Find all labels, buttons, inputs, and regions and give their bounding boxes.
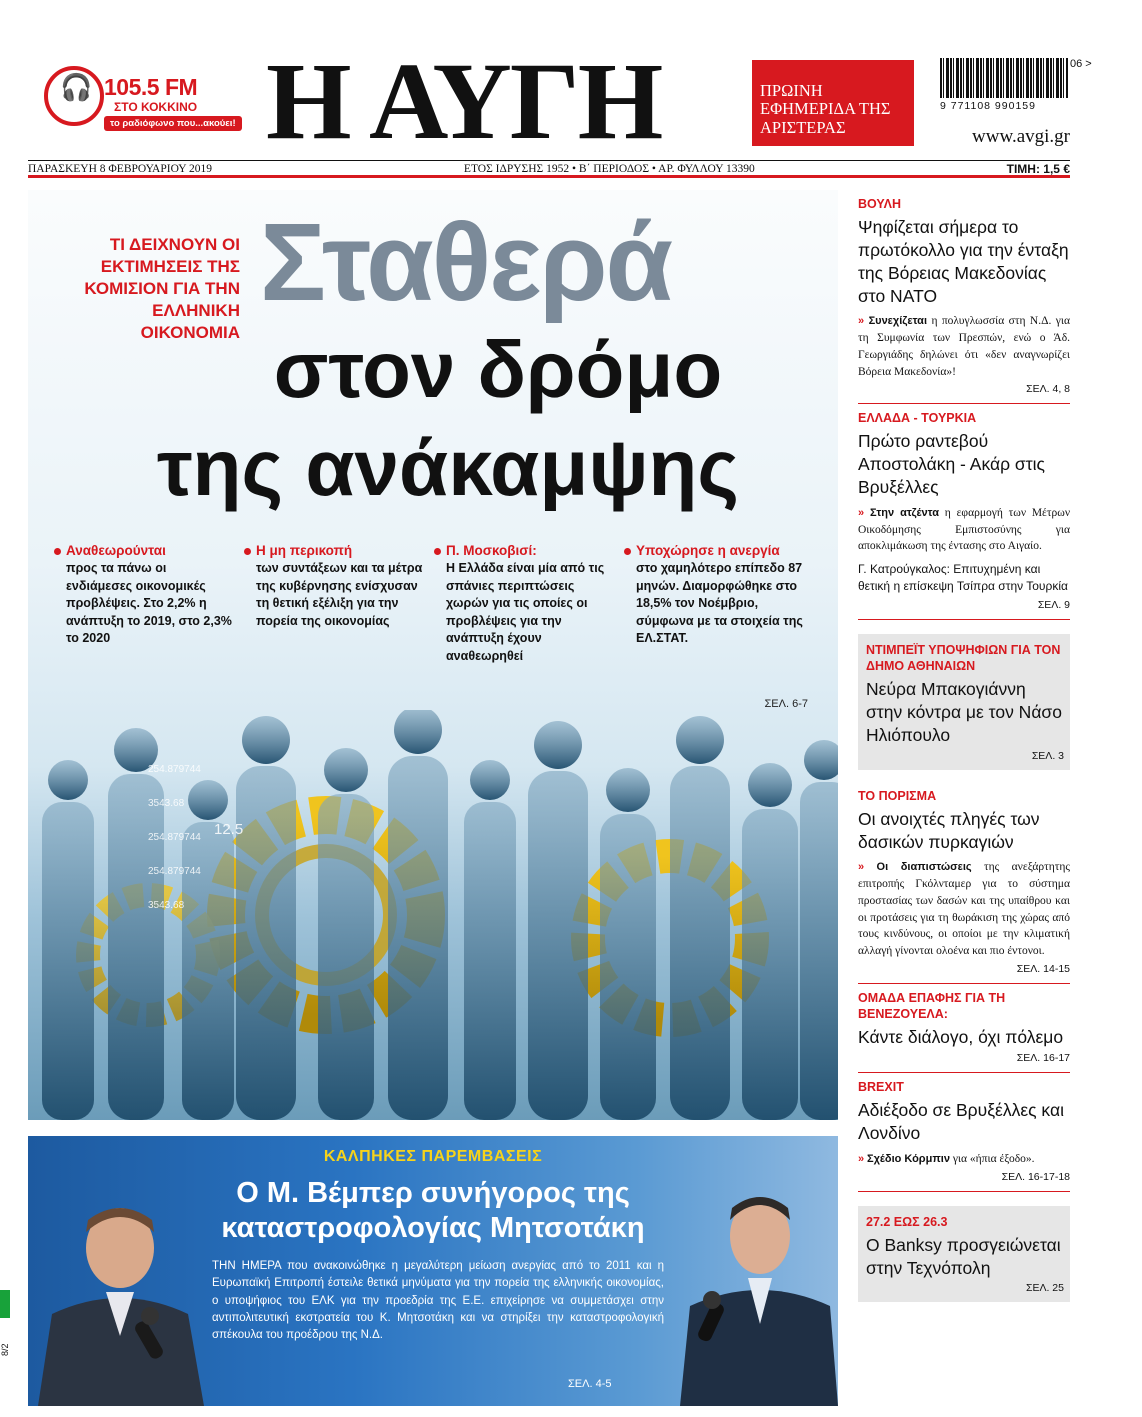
feature-bullet <box>432 542 622 665</box>
section-page-ref: ΣΕΛ. 9 <box>1037 598 1070 611</box>
section-label: BREXIT <box>858 1079 904 1094</box>
bullet-text: των συντάξεων και τα μέτρα της κυβέρνησης ενίσχυσαν τη θετική εξέλιξη για την πορεία της οικονομίας <box>256 561 423 628</box>
section-label: ΒΟΥΛΗ <box>858 197 901 211</box>
edge-color-mark <box>0 1290 10 1318</box>
website-link[interactable]: www.avgi.gr <box>972 126 1070 147</box>
image-number: 254.879744 <box>148 764 201 775</box>
section-page-ref: ΣΕΛ. 16-17 <box>1016 1051 1070 1064</box>
section-text <box>858 1151 1070 1168</box>
section-label: ΤΟ ΠΟΡΙΣΜΑ <box>858 788 937 803</box>
section-label: 27.2 ΕΩΣ 26.3 <box>866 1214 948 1229</box>
feature-bullet <box>242 542 432 665</box>
feature-side-tag: ΤΙ ΔΕΙΧΝΟΥΝ ΟΙ ΕΚΤΙΜΗΣΕΙΣ ΤΗΣ ΚΟΜΙΣΙΟΝ ΓΙΑ ΤΗΝ ΕΛΛΗΝΙΚΗ ΟΙΚΟΝΟΜΙΑ <box>84 235 240 343</box>
section-headline: Ο Banksy προσγειώνεται στην Τεχνόπολη <box>866 1234 1061 1278</box>
image-number: 254.879744 <box>148 832 201 843</box>
section-text <box>858 505 1070 555</box>
bullet-dot-icon <box>54 548 61 555</box>
bullet-head: Η μη περικοπή <box>256 543 353 558</box>
section-page-ref: ΣΕΛ. 3 <box>1031 749 1064 762</box>
section-lead: Οι διαπιστώσεις <box>876 861 972 874</box>
issue-date: ΠΑΡΑΣΚΕΥΗ 8 ΦΕΒΡΟΥΑΡΙΟΥ 2019 <box>28 163 213 175</box>
banner-text: ΤΗΝ ΗΜΕΡΑ που ανακοινώθηκε η μεγαλύτερη μείωση ανεργίας από το 2011 και η Ευρωπαϊκή Επιτροπή έστειλε θετικά μηνύματα για την πορεία της ελληνικής οικονομίας, ο υποψήφιος του ΕΛΚ για την προεδρία της Ε.Ε. επιχείρησε να συμμετάσχει στην αντιπολιτευτική εκστρατεία του Κ. Μητσοτάκη και να στηρίξει την καταστροφολογική σπέκουλα του προέδρου της Ν.Δ. <box>212 1260 664 1341</box>
section-page-ref: ΣΕΛ. 25 <box>1025 1282 1064 1295</box>
sidebar-item-banksy[interactable] <box>858 1206 1070 1303</box>
barcode-number: 9 771108 990159 <box>940 100 1036 112</box>
feature-bullets <box>52 542 832 665</box>
banner-kicker: ΚΑΛΠΗΚΕΣ ΠΑΡΕΜΒΑΣΕΙΣ <box>323 1148 543 1165</box>
issue-price: ΤΙΜΗ: 1,5 € <box>1006 162 1070 176</box>
bullet-dot-icon <box>624 548 631 555</box>
image-number: 3543.68 <box>148 900 185 911</box>
person-photo-right <box>668 1174 838 1406</box>
dateline <box>28 160 1070 178</box>
banner-page-ref: ΣΕΛ. 4-5 <box>568 1378 612 1390</box>
feature-page-ref: ΣΕΛ. 6-7 <box>764 698 808 710</box>
sidebar-item-greece-turkey[interactable] <box>858 404 1070 620</box>
barcode <box>940 58 1068 98</box>
section-label: ΝΤΙΜΠΕΪΤ ΥΠΟΨΗΦΙΩΝ ΓΙΑ ΤΟΝ ΔΗΜΟ ΑΘΗΝΑΙΩΝ <box>866 642 1061 674</box>
bullet-head: Π. Μοσκοβισί: <box>446 543 537 558</box>
bullet-text: στο χαμηλότερο επίπεδο 87 μηνών. Διαμορφώθηκε στο 18,5% τον Νοέμβριο, σύμφωνα με τα στοιχεία της ΕΛ.ΣΤΑΤ. <box>636 561 803 646</box>
sidebar-item-porisma[interactable] <box>858 782 1070 984</box>
double-chevron-icon: » <box>858 506 865 519</box>
section-label: ΟΜΑΔΑ ΕΠΑΦΗΣ ΓΙΑ ΤΗ ΒΕΝΕΖΟΥΕΛΑ: <box>858 990 1006 1021</box>
section-headline: Νεύρα Μπακογιάννη στην κόντρα με τον Νάσο Ηλιόπουλο <box>866 679 1062 745</box>
bullet-head: Αναθεωρούνται <box>66 543 166 558</box>
radio-logo[interactable] <box>44 60 236 132</box>
section-body: η πολυγλωσσία στη Ν.Δ. για τη Συμφωνία των Πρεσπών, ενώ ο Άδ. Γεωργιάδης δηλώνει ότι «δεν αναγνωρίζει Βόρεια Μακεδονία»! <box>858 315 1071 378</box>
politics-banner[interactable] <box>28 1136 838 1406</box>
news-sidebar <box>858 190 1070 1314</box>
feature-headline-line-1: Σταθερά <box>260 201 672 324</box>
bullet-dot-icon <box>244 548 251 555</box>
feature-bullet <box>52 542 242 665</box>
radio-frequency: 105.5 FM <box>104 74 198 100</box>
sidebar-item-brexit[interactable] <box>858 1073 1070 1192</box>
main-feature[interactable] <box>28 190 838 1120</box>
section-body: για «ήπια έξοδο». <box>952 1152 1035 1165</box>
feature-bullet <box>622 542 812 665</box>
bullet-text: Η Ελλάδα είναι μία από τις σπάνιες περιπτώσεις χωρών για τις οποίες οι προβλέψεις για την ανάπτυξη έχουν αναθεωρηθεί <box>446 561 605 663</box>
section-page-ref: ΣΕΛ. 14-15 <box>1016 962 1070 975</box>
headphones-icon: 🎧 <box>60 72 93 102</box>
double-chevron-icon: » <box>858 861 865 874</box>
section-headline: Κάντε διάλογο, όχι πόλεμο <box>858 1027 1064 1048</box>
bullet-text: προς τα πάνω οι ενδιάμεσες οικονομικές προβλέψεις. Στο 2,2% η ανάπτυξη το 2019, στο 2,3% το 2020 <box>66 561 232 646</box>
feature-headline-line-3: της ανάκαμψης <box>156 423 740 512</box>
double-chevron-icon: » <box>858 315 865 328</box>
section-headline: Πρώτο ραντεβού Αποστολάκη - Ακάρ στις Βρυξέλλες <box>858 431 1045 497</box>
radio-name: ΣΤΟ ΚΟΚΚΙΝΟ <box>114 100 198 114</box>
image-number: 254.879744 <box>148 866 201 877</box>
sidebar-item-debate[interactable] <box>858 634 1070 770</box>
section-lead: Στην ατζέντα <box>869 506 939 519</box>
crowd-gears-illustration <box>28 710 838 1120</box>
double-chevron-icon: » <box>858 1152 865 1165</box>
newspaper-tagline: ΠΡΩΙΝΗ ΕΦΗΜΕΡΙΔΑ ΤΗΣ ΑΡΙΣΤΕΡΑΣ <box>752 60 914 146</box>
section-text <box>858 313 1070 380</box>
bullet-dot-icon <box>434 548 441 555</box>
section-headline: Αδιέξοδο σε Βρυξέλλες και Λονδίνο <box>858 1100 1064 1143</box>
barcode-issue: 06 > <box>1070 58 1092 70</box>
feature-headline-line-2: στον δρόμο <box>273 325 723 414</box>
newspaper-logo[interactable]: Η ΑΥΓΗ <box>266 40 662 162</box>
section-body: η εφαρμογή των Μέτρων Οικοδόμησης Εμπιστοσύνης για αποκλιμάκωση της έντασης στο Αιγαίο. <box>858 506 1071 553</box>
section-headline: Ψηφίζεται σήμερα το πρωτόκολλο για την ένταξη της Βόρειας Μακεδονίας στο ΝΑΤΟ <box>858 217 1069 306</box>
section-text <box>858 859 1070 959</box>
section-page-ref: ΣΕΛ. 16-17-18 <box>1001 1170 1070 1183</box>
section-page-ref: ΣΕΛ. 4, 8 <box>1026 383 1070 396</box>
sidebar-item-venezuela[interactable] <box>858 984 1070 1073</box>
banner-headline: Ο Μ. Βέμπερ συνήγορος της καταστροφολογίας Μητσοτάκη <box>221 1177 645 1245</box>
section-lead: Συνεχίζεται <box>868 315 927 328</box>
image-number: 12.5 <box>214 821 244 838</box>
section-label: ΕΛΛΑΔΑ - ΤΟΥΡΚΙΑ <box>858 411 977 426</box>
edge-code: 8/2 <box>0 1343 10 1356</box>
radio-tagline: το ραδιόφωνο που...ακούει! <box>104 116 242 131</box>
bullet-head: Υποχώρησε η ανεργία <box>636 543 780 558</box>
issue-info: ΕΤΟΣ ΙΔΡΥΣΗΣ 1952 • Β΄ ΠΕΡΙΟΔΟΣ • ΑΡ. ΦΥΛΛΟΥ 13390 <box>463 163 755 175</box>
section-lead: Σχέδιο Κόρμπιν <box>867 1152 950 1165</box>
image-number: 3543.68 <box>148 798 185 809</box>
section-headline: Οι ανοιχτές πληγές των δασικών πυρκαγιών <box>858 808 1040 852</box>
section-extra: Γ. Κατρούγκαλος: Επιτυχημένη και θετική η επίσκεψη Τσίπρα στην Τουρκία <box>858 561 1068 594</box>
section-body: της ανεξάρτητης επιτροπής Γκόλνταμερ για το σύστημα προστασίας των δασών και της υπαίθρου και οι προτάσεις για τη θωράκιση της χώρας από τους κινδύνους, οι οποίοι με την κλιματική αλλαγή γίνονται ολοένα και πιο έντονοι. <box>858 861 1070 957</box>
sidebar-item-vouli[interactable] <box>858 190 1070 404</box>
